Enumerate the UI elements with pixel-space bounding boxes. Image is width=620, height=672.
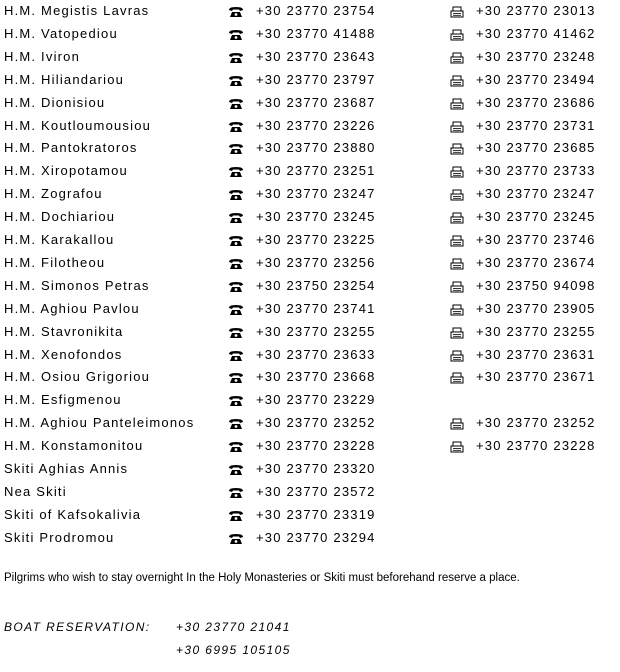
fax-icon: [450, 120, 464, 132]
telephone-icon: [228, 74, 244, 86]
phone-number: +30 23770 23643: [256, 48, 376, 64]
fax-icon: [450, 97, 464, 109]
fax-icon: [450, 417, 464, 429]
directory-row: [0, 206, 620, 228]
telephone-icon: [228, 234, 244, 246]
directory-row: [0, 481, 620, 503]
boat-reservation-label: BOAT RESERVATION:: [4, 620, 151, 634]
telephone-icon: [228, 303, 244, 315]
fax-number: +30 23770 23674: [476, 254, 596, 270]
phone-number: +30 23770 23633: [256, 346, 376, 362]
telephone-icon: [228, 257, 244, 269]
fax-number: +30 23770 23494: [476, 71, 596, 87]
phone-number: +30 23770 23252: [256, 415, 376, 431]
telephone-icon: [228, 188, 244, 200]
telephone-icon: [228, 349, 244, 361]
monastery-name: H.M. Konstamonitou: [4, 438, 144, 454]
monastery-name: H.M. Hiliandariou: [4, 71, 125, 87]
monastery-name: H.M. Aghiou Pavlou: [4, 300, 140, 316]
fax-icon: [450, 371, 464, 383]
directory-row: [0, 389, 620, 411]
telephone-icon: [228, 51, 244, 63]
monastery-name: H.M. Esfigmenou: [4, 392, 122, 408]
boat-reservation-number-1: +30 23770 21041: [176, 620, 291, 634]
directory-row: [0, 46, 620, 68]
directory-row: [0, 504, 620, 526]
directory-row: [0, 458, 620, 480]
telephone-icon: [228, 509, 244, 521]
fax-icon: [450, 142, 464, 154]
directory-row: [0, 412, 620, 434]
fax-icon: [450, 5, 464, 17]
phone-number: +30 23770 23754: [256, 3, 376, 18]
telephone-icon: [228, 417, 244, 429]
phone-number: +30 23770 41488: [256, 25, 376, 41]
monastery-name: Skiti of Kafsokalivia: [4, 506, 142, 522]
fax-number: +30 23770 23671: [476, 369, 596, 385]
directory-row: [0, 527, 620, 549]
directory-row: [0, 160, 620, 182]
fax-number: +30 23770 23248: [476, 48, 596, 64]
directory-row: [0, 69, 620, 91]
monastery-name: H.M. Karakallou: [4, 232, 115, 247]
fax-icon: [450, 188, 464, 200]
phone-number: +30 23770 23225: [256, 232, 376, 247]
telephone-icon: [228, 463, 244, 475]
fax-number: +30 23770 23013: [476, 3, 596, 18]
fax-number: +30 23770 23905: [476, 300, 596, 316]
fax-icon: [450, 326, 464, 338]
directory-row: [0, 366, 620, 388]
monastery-name: H.M. Filotheou: [4, 254, 106, 270]
fax-icon: [450, 28, 464, 40]
fax-icon: [450, 280, 464, 292]
directory-row: [0, 321, 620, 343]
telephone-icon: [228, 5, 244, 17]
directory-row: [0, 0, 620, 22]
monastery-name: H.M. Osiou Grigoriou: [4, 369, 151, 385]
fax-number: +30 23770 41462: [476, 25, 596, 41]
fax-number: +30 23770 23255: [476, 323, 596, 339]
telephone-icon: [228, 394, 244, 406]
phone-number: +30 23770 23880: [256, 140, 376, 156]
fax-icon: [450, 257, 464, 269]
fax-icon: [450, 440, 464, 452]
phone-number: +30 23770 23245: [256, 209, 376, 225]
telephone-icon: [228, 280, 244, 292]
phone-number: +30 23770 23251: [256, 163, 376, 179]
telephone-icon: [228, 326, 244, 338]
monastery-name: H.M. Dionisiou: [4, 94, 106, 110]
monastery-name: H.M. Dochiariou: [4, 209, 116, 225]
monastery-name: H.M. Iviron: [4, 48, 81, 64]
phone-number: +30 23770 23797: [256, 71, 376, 87]
fax-number: +30 23770 23685: [476, 140, 596, 156]
fax-number: +30 23770 23247: [476, 186, 596, 202]
monastery-name: Skiti Aghias Annis: [4, 461, 129, 476]
directory-row: [0, 435, 620, 457]
telephone-icon: [228, 120, 244, 132]
phone-number: +30 23770 23229: [256, 392, 376, 408]
monastery-name: H.M. Simonos Petras: [4, 277, 150, 293]
monastery-name: H.M. Pantokratoros: [4, 140, 138, 156]
telephone-icon: [228, 142, 244, 154]
phone-number: +30 23770 23256: [256, 254, 376, 270]
directory-row: [0, 115, 620, 137]
reservation-note: Pilgrims who wish to stay overnight In the Holy Monasteries or Skiti must beforehand reserve a place.: [4, 572, 520, 584]
directory-row: [0, 137, 620, 159]
monastery-name: H.M. Stavronikita: [4, 323, 124, 339]
phone-number: +30 23770 23247: [256, 186, 376, 202]
directory-row: [0, 275, 620, 297]
fax-number: +30 23770 23731: [476, 117, 596, 133]
fax-number: +30 23770 23686: [476, 94, 596, 110]
telephone-icon: [228, 440, 244, 452]
boat-reservation-number-2: +30 6995 105105: [176, 643, 291, 657]
phone-number: +30 23770 23294: [256, 529, 376, 545]
monastery-name: H.M. Vatopediou: [4, 25, 118, 41]
phone-number: +30 23770 23320: [256, 461, 376, 476]
phone-number: +30 23770 23255: [256, 323, 376, 339]
fax-icon: [450, 165, 464, 177]
monastery-name: H.M. Xenofondos: [4, 346, 123, 362]
telephone-icon: [228, 28, 244, 40]
directory-row: [0, 23, 620, 45]
phone-number: +30 23770 23572: [256, 483, 376, 499]
monastery-name: H.M. Megistis Lavras: [4, 3, 150, 18]
fax-number: +30 23770 23631: [476, 346, 596, 362]
fax-icon: [450, 74, 464, 86]
phone-number: +30 23770 23687: [256, 94, 376, 110]
fax-number: +30 23770 23733: [476, 163, 596, 179]
phone-number: +30 23770 23319: [256, 506, 376, 522]
fax-icon: [450, 211, 464, 223]
monastery-name: H.M. Zografou: [4, 186, 103, 202]
phone-number: +30 23770 23228: [256, 438, 376, 454]
directory-row: [0, 92, 620, 114]
fax-icon: [450, 349, 464, 361]
fax-number: +30 23770 23746: [476, 232, 596, 247]
directory-row: [0, 298, 620, 320]
fax-icon: [450, 51, 464, 63]
phone-number: +30 23770 23668: [256, 369, 376, 385]
directory-row: [0, 183, 620, 205]
telephone-icon: [228, 211, 244, 223]
telephone-icon: [228, 97, 244, 109]
telephone-icon: [228, 371, 244, 383]
monastery-name: Skiti Prodromou: [4, 529, 115, 545]
telephone-icon: [228, 165, 244, 177]
telephone-icon: [228, 532, 244, 544]
fax-number: +30 23770 23245: [476, 209, 596, 225]
fax-icon: [450, 303, 464, 315]
monastery-name: H.M. Koutloumousiou: [4, 117, 152, 133]
monastery-name: Nea Skiti: [4, 483, 67, 499]
fax-number: +30 23770 23228: [476, 438, 596, 454]
monastery-name: H.M. Aghiou Panteleimonos: [4, 415, 195, 431]
phone-number: +30 23770 23226: [256, 117, 376, 133]
fax-number: +30 23770 23252: [476, 415, 596, 431]
fax-icon: [450, 234, 464, 246]
directory-row: [0, 252, 620, 274]
telephone-icon: [228, 486, 244, 498]
phone-number: +30 23770 23741: [256, 300, 376, 316]
monastery-name: H.M. Xiropotamou: [4, 163, 128, 179]
fax-number: +30 23750 94098: [476, 277, 596, 293]
directory-row: [0, 344, 620, 366]
phone-number: +30 23750 23254: [256, 277, 376, 293]
directory-row: [0, 229, 620, 251]
